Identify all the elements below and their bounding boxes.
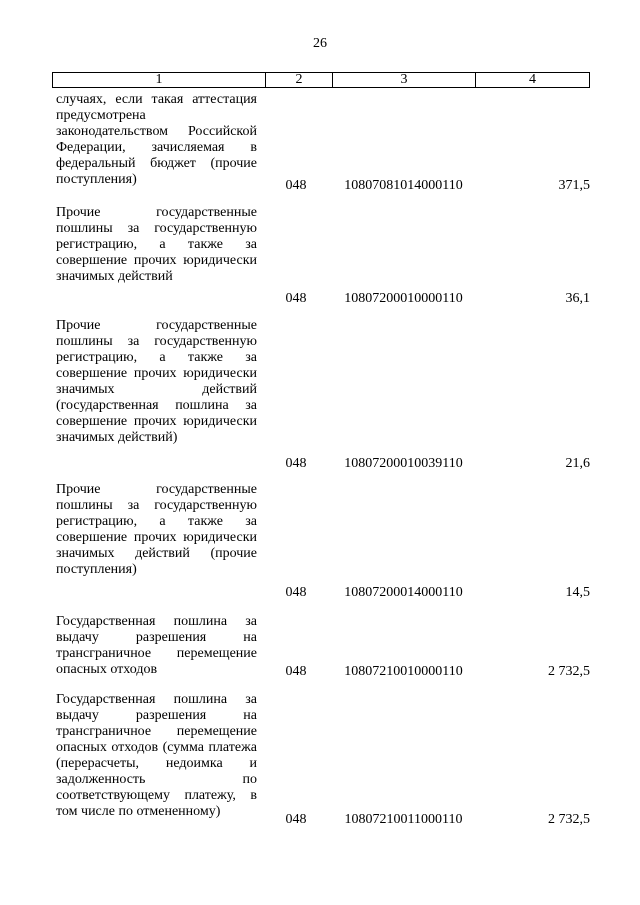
row-admin-code: 048 xyxy=(285,291,307,306)
row-admin-code: 048 xyxy=(285,812,307,827)
table-row xyxy=(56,482,590,601)
row-amount: 21,6 xyxy=(565,456,590,471)
table-row xyxy=(56,205,590,307)
row-description: Прочие государственные пошлины за государственную регистрацию, а также за совершение прочих юридически значимых действий (прочие поступления) xyxy=(56,482,257,577)
row-amount: 371,5 xyxy=(558,178,590,193)
header-col-2: 2 xyxy=(266,73,333,87)
row-kbk-code: 10807200010039110 xyxy=(344,456,463,471)
row-description: случаях, если такая аттестация предусмотрена законодательством Российской Федерации, зачисляемая в федеральный бюджет (прочие поступления) xyxy=(56,92,257,187)
row-admin-code: 048 xyxy=(285,664,307,679)
row-amount: 36,1 xyxy=(565,291,590,306)
row-kbk-code: 10807200014000110 xyxy=(344,585,463,600)
row-kbk-code: 10807200010000110 xyxy=(344,291,463,306)
row-description: Прочие государственные пошлины за государственную регистрацию, а также за совершение прочих юридически значимых действий xyxy=(56,205,257,284)
row-amount: 2 732,5 xyxy=(548,812,590,827)
row-description: Прочие государственные пошлины за государственную регистрацию, а также за совершение прочих юридически значимых действий (государственная пошлина за совершение прочих юридически значимых действий) xyxy=(56,318,257,445)
row-kbk-code: 10807081014000110 xyxy=(344,178,463,193)
table-row xyxy=(56,692,590,828)
row-amount: 14,5 xyxy=(565,585,590,600)
header-col-1: 1 xyxy=(53,73,266,87)
row-amount: 2 732,5 xyxy=(548,664,590,679)
page-number: 26 xyxy=(313,36,327,51)
row-description: Государственная пошлина за выдачу разрешения на трансграничное перемещение опасных отходов xyxy=(56,614,257,677)
header-col-4: 4 xyxy=(529,72,536,87)
row-admin-code: 048 xyxy=(285,585,307,600)
header-col-3: 3 xyxy=(333,73,476,87)
row-admin-code: 048 xyxy=(285,178,307,193)
row-kbk-code: 10807210010000110 xyxy=(344,664,463,679)
row-admin-code: 048 xyxy=(285,456,307,471)
table-row xyxy=(56,92,590,194)
table-header xyxy=(52,72,590,88)
table-row xyxy=(56,614,590,680)
table-row xyxy=(56,318,590,472)
row-description: Государственная пошлина за выдачу разрешения на трансграничное перемещение опасных отходов (сумма платежа (перерасчеты, недоимка и задолженность по соответствующему платежу, в том числе по отмененному) xyxy=(56,692,257,819)
row-kbk-code: 10807210011000110 xyxy=(344,812,463,827)
